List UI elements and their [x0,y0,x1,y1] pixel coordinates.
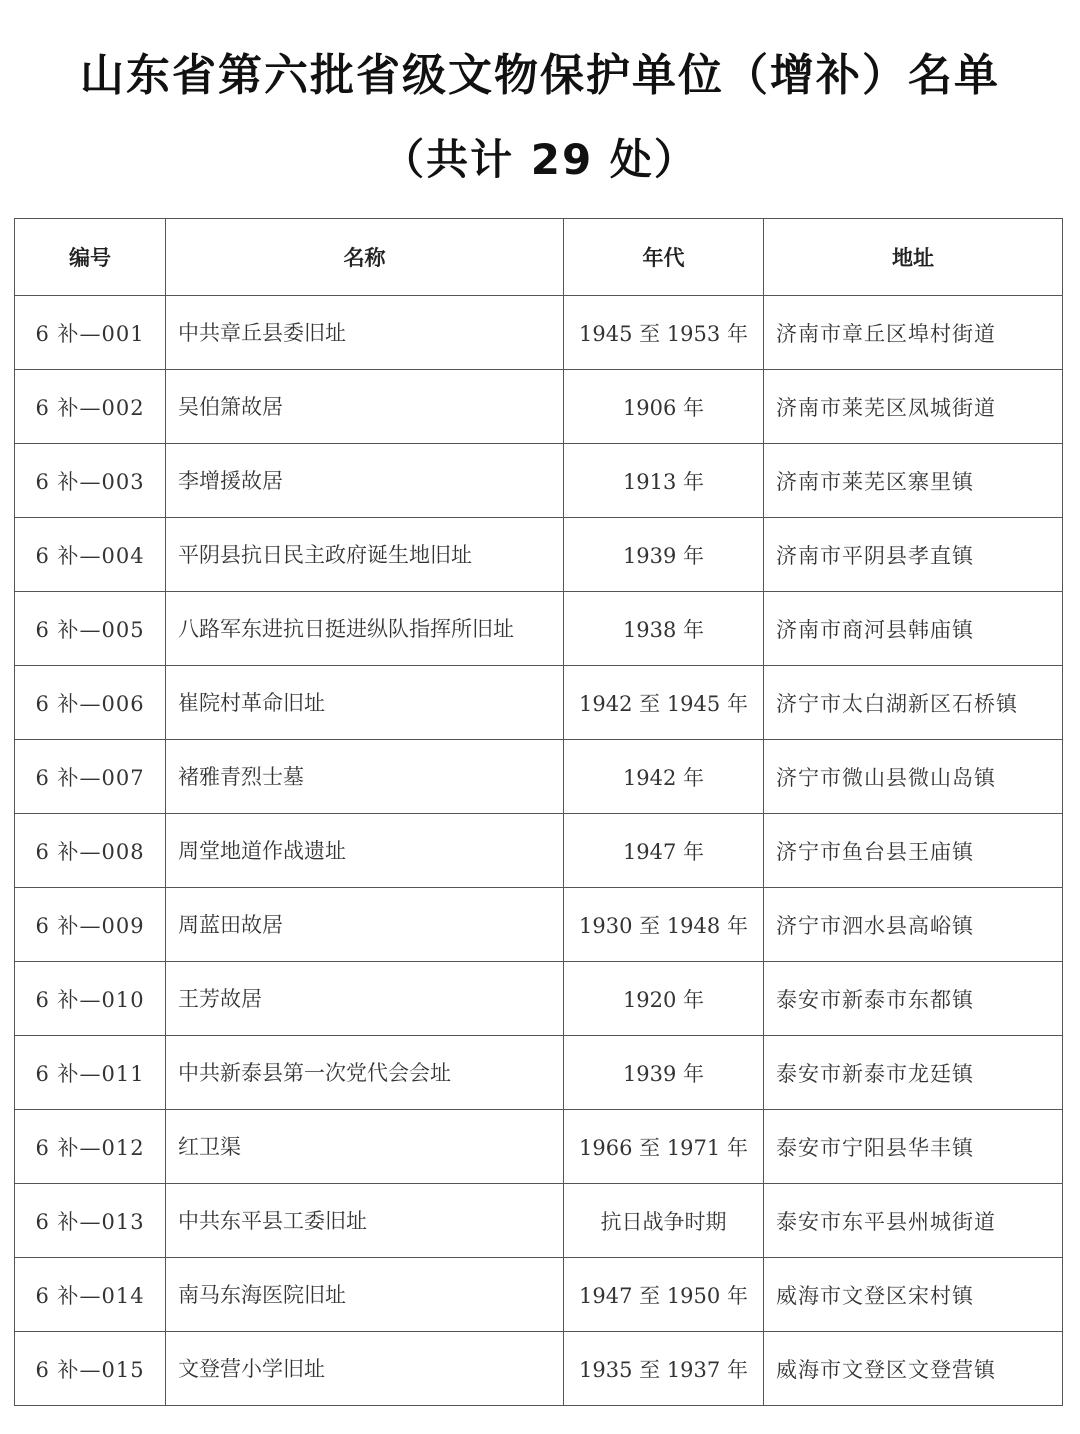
page-title: 山东省第六批省级文物保护单位（增补）名单 [80,50,1000,101]
cell-code: 6 补—011 [15,1036,166,1110]
cell-address: 泰安市新泰市龙廷镇 [764,1036,1063,1110]
cell-name: 八路军东进抗日挺进纵队指挥所旧址 [166,592,564,666]
cell-code: 6 补—012 [15,1110,166,1184]
table-row [15,888,1063,962]
cell-address: 济宁市泗水县高峪镇 [764,888,1063,962]
cell-name: 吴伯箫故居 [166,370,564,444]
header-name: 名称 [166,219,564,296]
table-body [15,296,1063,1406]
cell-address: 济南市莱芜区寨里镇 [764,444,1063,518]
cell-name: 红卫渠 [166,1110,564,1184]
table-row [15,1258,1063,1332]
cell-address: 济宁市微山县微山岛镇 [764,740,1063,814]
cell-address: 济宁市太白湖新区石桥镇 [764,666,1063,740]
cell-era: 1966 至 1971 年 [564,1110,764,1184]
cell-era: 1935 至 1937 年 [564,1332,764,1406]
cell-address: 济南市章丘区埠村街道 [764,296,1063,370]
cell-code: 6 补—006 [15,666,166,740]
cell-name: 中共东平县工委旧址 [166,1184,564,1258]
cell-era: 1920 年 [564,962,764,1036]
cell-name: 周蓝田故居 [166,888,564,962]
cell-code: 6 补—001 [15,296,166,370]
table-row [15,518,1063,592]
cell-name: 中共章丘县委旧址 [166,296,564,370]
cell-code: 6 补—014 [15,1258,166,1332]
cell-address: 威海市文登区文登营镇 [764,1332,1063,1406]
cell-era: 1939 年 [564,518,764,592]
cell-era: 1947 年 [564,814,764,888]
cell-name: 南马东海医院旧址 [166,1258,564,1332]
cell-era: 1930 至 1948 年 [564,888,764,962]
cell-address: 济南市商河县韩庙镇 [764,592,1063,666]
table-row [15,1184,1063,1258]
cell-code: 6 补—015 [15,1332,166,1406]
cell-address: 济宁市鱼台县王庙镇 [764,814,1063,888]
table-row [15,296,1063,370]
header-code: 编号 [15,219,166,296]
cell-address: 泰安市宁阳县华丰镇 [764,1110,1063,1184]
table-row [15,444,1063,518]
cell-era: 抗日战争时期 [564,1184,764,1258]
table-header-row [15,219,1063,296]
header-era: 年代 [564,219,764,296]
cell-address: 泰安市东平县州城街道 [764,1184,1063,1258]
cell-name: 王芳故居 [166,962,564,1036]
cell-name: 崔院村革命旧址 [166,666,564,740]
table-row [15,740,1063,814]
cell-code: 6 补—007 [15,740,166,814]
cell-era: 1939 年 [564,1036,764,1110]
cell-name: 褚雅青烈士墓 [166,740,564,814]
cell-address: 泰安市新泰市东都镇 [764,962,1063,1036]
cell-code: 6 补—005 [15,592,166,666]
cell-name: 平阴县抗日民主政府诞生地旧址 [166,518,564,592]
cell-name: 周堂地道作战遗址 [166,814,564,888]
table-row [15,1036,1063,1110]
header-address: 地址 [764,219,1063,296]
cell-name: 中共新泰县第一次党代会会址 [166,1036,564,1110]
cell-code: 6 补—002 [15,370,166,444]
table-row [15,962,1063,1036]
cell-name: 文登营小学旧址 [166,1332,564,1406]
cell-era: 1942 至 1945 年 [564,666,764,740]
page-subtitle: （共计 29 处） [382,135,698,184]
cell-address: 济南市莱芜区凤城街道 [764,370,1063,444]
cell-era: 1945 至 1953 年 [564,296,764,370]
cell-code: 6 补—010 [15,962,166,1036]
cell-address: 济南市平阴县孝直镇 [764,518,1063,592]
cell-era: 1913 年 [564,444,764,518]
cell-code: 6 补—013 [15,1184,166,1258]
table-row [15,370,1063,444]
table-row [15,666,1063,740]
cell-code: 6 补—004 [15,518,166,592]
table-row [15,592,1063,666]
cell-code: 6 补—009 [15,888,166,962]
cell-code: 6 补—003 [15,444,166,518]
cell-era: 1906 年 [564,370,764,444]
cell-era: 1938 年 [564,592,764,666]
heritage-sites-table [14,218,1063,1406]
table-row [15,1110,1063,1184]
cell-address: 威海市文登区宋村镇 [764,1258,1063,1332]
table-row [15,814,1063,888]
table-row [15,1332,1063,1406]
cell-code: 6 补—008 [15,814,166,888]
cell-era: 1947 至 1950 年 [564,1258,764,1332]
cell-name: 李增援故居 [166,444,564,518]
cell-era: 1942 年 [564,740,764,814]
